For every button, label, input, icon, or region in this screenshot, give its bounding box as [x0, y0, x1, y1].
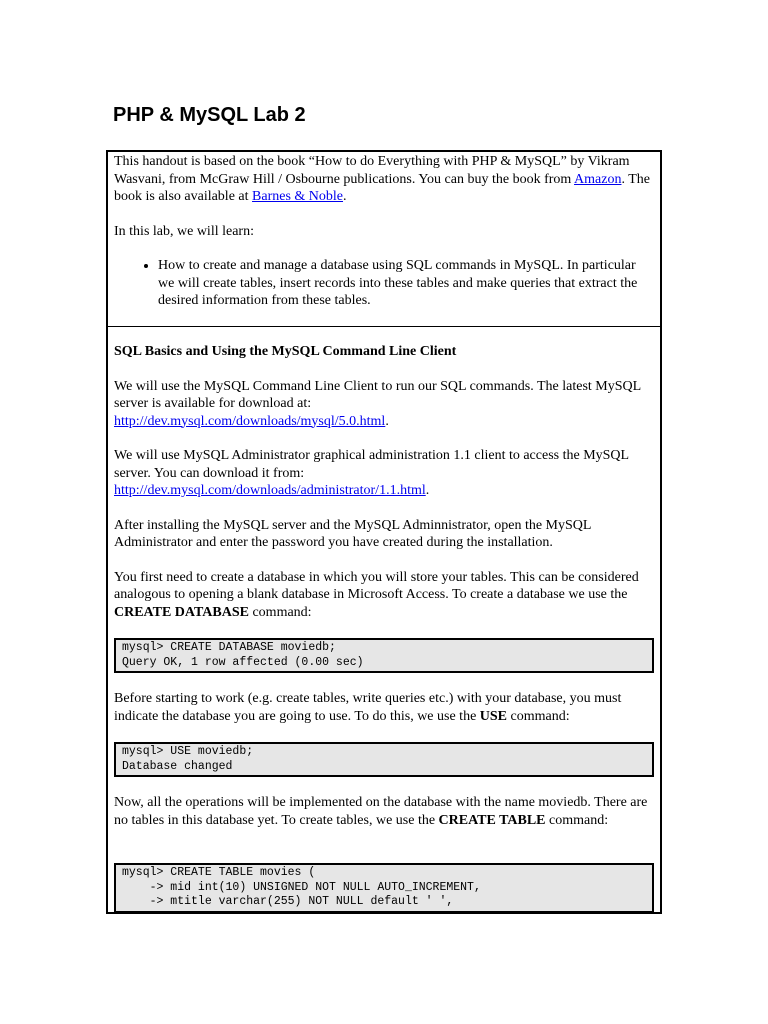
section-heading: SQL Basics and Using the MySQL Command Line Client: [114, 344, 457, 359]
intro-section: [108, 152, 660, 327]
learn-intro: In this lab, we will learn:: [114, 223, 254, 239]
sql-basics-section: [108, 327, 660, 913]
create-db-text-2: command:: [248, 604, 312, 620]
create-db-text: You first need to create a database in which you will store your tables. This can be considered analogous to opening a blank database in Microsoft Access. To create a database we use the: [114, 569, 639, 602]
paragraph-create-table: [114, 794, 654, 829]
paragraph-install: After installing the MySQL server and the MySQL Adminnistrator, open the MySQL Administrator and enter the password you have created during the installation.: [114, 517, 591, 550]
paragraph-create-db: [114, 569, 654, 622]
use-keyword: USE: [479, 708, 508, 724]
intro-text-2: . The book is also available at: [114, 171, 650, 204]
paragraph-admin: We will use MySQL Administrator graphical administration 1.1 client to access the MySQL server. You can download it from: http://dev.mysql.com/downloads/administrator/1.1.html.: [114, 448, 629, 498]
intro-text-3: .: [343, 189, 347, 204]
use-text-2: command:: [507, 708, 570, 724]
create-table-text-2: command:: [545, 812, 609, 828]
code-use: mysql> USE moviedb; Database changed: [114, 742, 654, 777]
admin-download-link[interactable]: http://dev.mysql.com/downloads/administrator/1.1.html: [114, 483, 426, 498]
intro-text: This handout is based on the book “How to do Everything with PHP & MySQL” by Vikram Wasvani, from McGraw Hill / Osbourne publications. You can buy the book from: [114, 154, 630, 187]
create-table-text: Now, all the operations will be implemented on the database with the name moviedb. There are no tables in this database yet. To create tables, we use the: [114, 795, 648, 828]
page-title: PHP & MySQL Lab 2: [113, 104, 306, 126]
create-db-keyword: CREATE DATABASE: [114, 604, 249, 620]
paragraph-use: [114, 690, 654, 725]
intro-paragraph: [114, 153, 654, 206]
content-frame: [106, 150, 662, 914]
list-item: • How to create and manage a database using SQL commands in MySQL. In particular we will create tables, insert records into these tables and make queries that extract the desired information from these tables.: [158, 257, 654, 310]
client-text: We will use the MySQL Command Line Client to run our SQL commands. The latest MySQL server is available for download at:: [114, 378, 641, 411]
code-create-table: mysql> CREATE TABLE movies ( -> mid int(10) UNSIGNED NOT NULL AUTO_INCREMENT, -> mtitle varchar(255) NOT NULL default ' ',: [114, 863, 654, 913]
admin-text: We will use MySQL Administrator graphical administration 1.1 client to access the MySQL server. You can download it from:: [114, 448, 629, 481]
paragraph-client: We will use the MySQL Command Line Client to run our SQL commands. The latest MySQL server is available for download at: http://dev.mysql.com/downloads/mysql/5.0.html.: [114, 378, 641, 429]
amazon-link[interactable]: Amazon: [574, 171, 622, 187]
barnes-noble-link[interactable]: Barnes & Noble: [252, 189, 344, 204]
create-table-keyword: CREATE TABLE: [438, 812, 546, 828]
learn-list: [114, 257, 654, 310]
use-text: Before starting to work (e.g. create tables, write queries etc.) with your database, you must indicate the database you are going to use. To do this, we use the: [114, 691, 622, 724]
code-create-database: mysql> CREATE DATABASE moviedb; Query OK, 1 row affected (0.00 sec): [114, 638, 654, 673]
mysql-download-link[interactable]: http://dev.mysql.com/downloads/mysql/5.0.html: [114, 413, 386, 429]
